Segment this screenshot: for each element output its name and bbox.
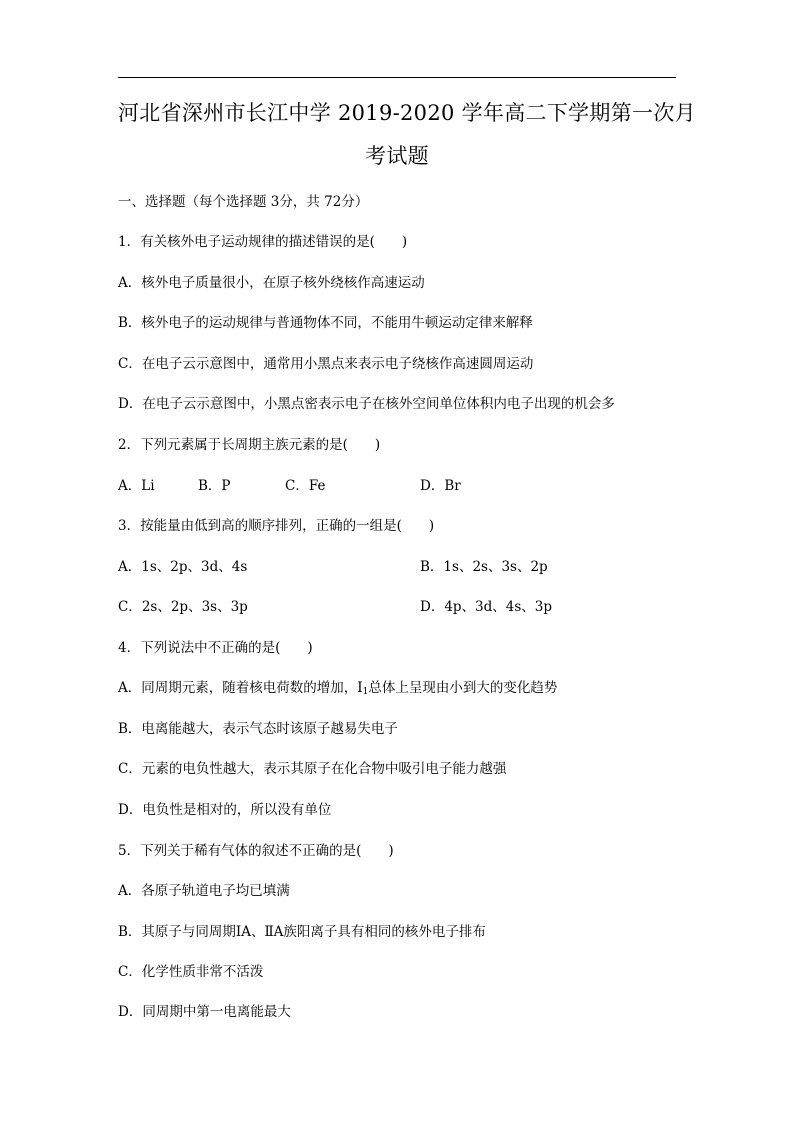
question-3-stem: 3．按能量由低到高的顺序排列，正确的一组是( ) <box>118 518 435 534</box>
page-title-line-2: 考试题 <box>365 144 429 168</box>
question-5-stem: 5．下列关于稀有气体的叙述不正确的是( ) <box>118 843 394 859</box>
question-4-option-d: D．电负性是相对的，所以没有单位 <box>118 802 332 818</box>
question-4-option-a-text-end: 总体上呈现由小到大的变化趋势 <box>368 680 558 696</box>
question-5-option-d: D．同周期中第一电离能最大 <box>118 1004 291 1020</box>
question-1-option-a: A．核外电子质量很小，在原子核外绕核作高速运动 <box>118 275 425 291</box>
question-5-option-a: A．各原子轨道电子均已填满 <box>118 883 290 899</box>
question-1-option-b: B．核外电子的运动规律与普通物体不同，不能用牛顿运动定律来解释 <box>118 315 533 331</box>
ionization-subscript: 1 <box>362 687 369 697</box>
question-4-option-a-text: A．同周期元素，随着核电荷数的增加，I <box>118 680 363 696</box>
question-4-option-a <box>118 679 557 697</box>
question-2-option-c: C．Fe <box>285 478 326 494</box>
question-1-option-c: C．在电子云示意图中，通常用小黑点来表示电子绕核作高速圆周运动 <box>118 356 534 372</box>
question-4-option-b: B．电离能越大，表示气态时该原子越易失电子 <box>118 721 398 737</box>
question-4-stem: 4．下列说法中不正确的是( ) <box>118 640 313 656</box>
question-2-option-a: A．Li <box>118 478 155 494</box>
question-5-option-b: B．其原子与同周期ⅠA、ⅡA族阳离子具有相同的核外电子排布 <box>118 924 486 940</box>
question-3-option-a: A．1s、2p、3d、4s <box>118 559 248 575</box>
page-title-line-1: 河北省深州市长江中学 2019-2020 学年高二下学期第一次月 <box>118 101 696 125</box>
question-5-option-c: C．化学性质非常不活泼 <box>118 964 264 980</box>
question-3-option-b: B．1s、2s、3s、2p <box>420 559 548 575</box>
question-2-option-b: B．P <box>198 478 231 494</box>
header-rule <box>118 77 676 78</box>
section-heading: 一、选择题（每个选择题 3分，共 72分） <box>118 194 369 210</box>
question-3-option-c: C．2s、2p、3s、3p <box>118 599 248 615</box>
question-2-option-d: D．Br <box>420 478 461 494</box>
question-4-option-c: C．元素的电负性越大，表示其原子在化合物中吸引电子能力越强 <box>118 761 507 777</box>
question-1-option-d: D．在电子云示意图中，小黑点密表示电子在核外空间单位体积内电子出现的机会多 <box>118 396 615 412</box>
question-3-option-d: D．4p、3d、4s、3p <box>420 599 553 615</box>
question-2-stem: 2．下列元素属于长周期主族元素的是( ) <box>118 437 381 453</box>
question-1-stem: 1．有关核外电子运动规律的描述错误的是( ) <box>118 234 408 250</box>
